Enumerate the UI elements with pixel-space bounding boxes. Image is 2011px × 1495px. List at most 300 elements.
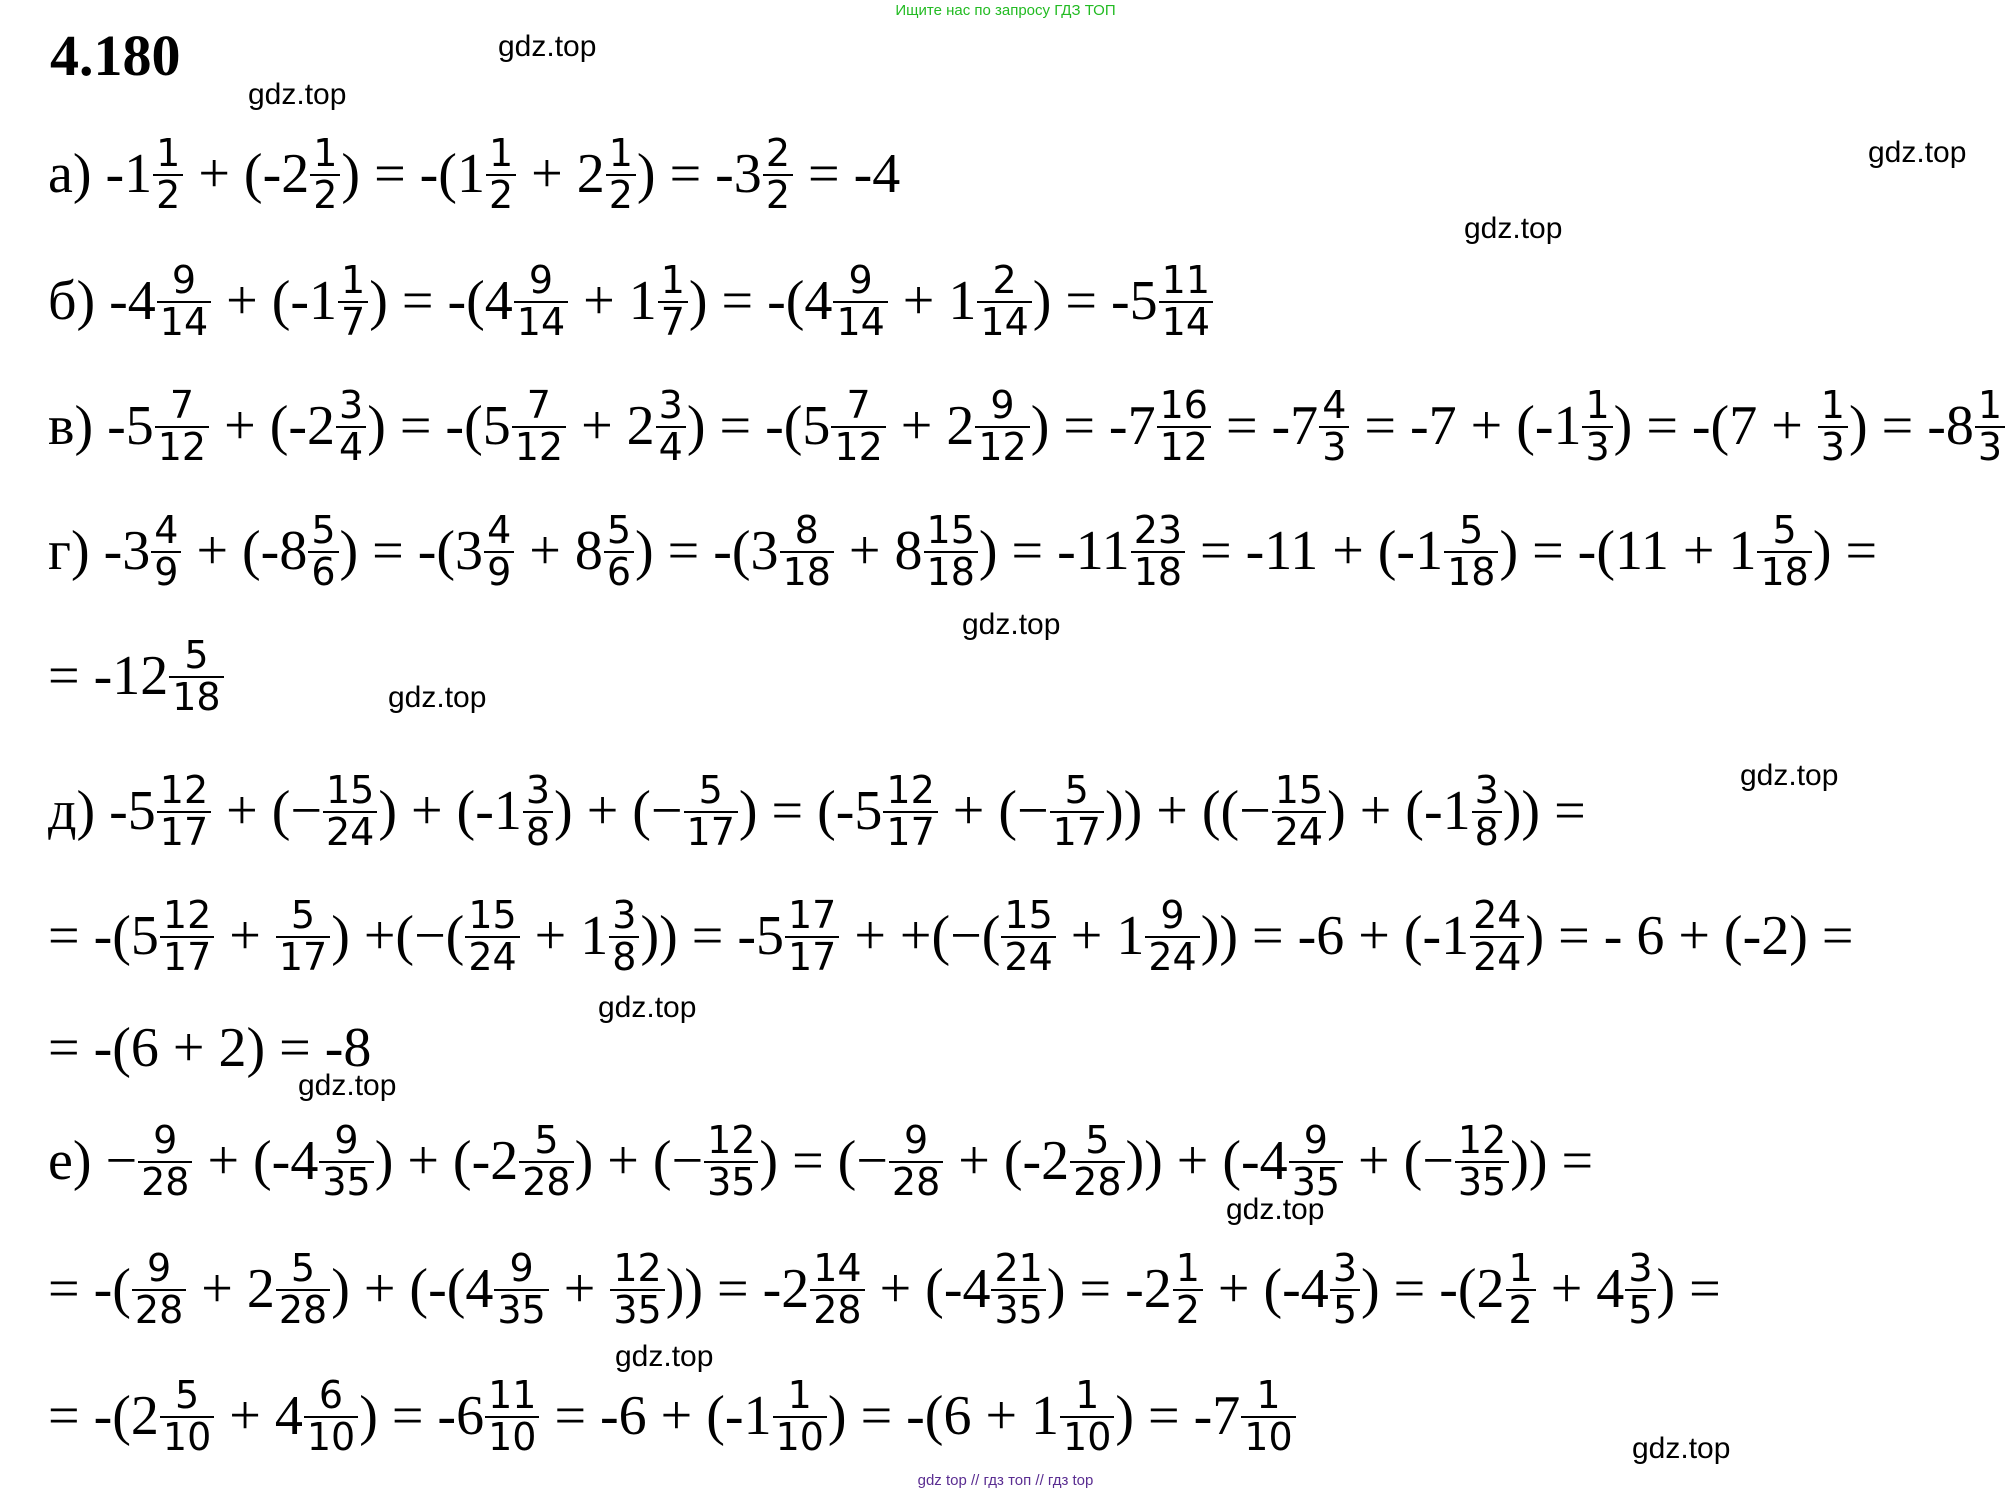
watermark: gdz.top	[598, 991, 697, 1024]
fraction-denominator: 4	[336, 426, 366, 468]
expression-text: ) = -(6 + 1	[827, 1384, 1060, 1447]
fraction-denominator: 24	[465, 936, 519, 978]
solution-line-d-step-2	[48, 893, 1854, 982]
fraction	[485, 1373, 539, 1459]
watermark: gdz.top	[615, 1340, 714, 1373]
expression-text: ) +(−(	[331, 904, 465, 967]
fraction	[780, 508, 834, 594]
fraction-denominator: 12	[1157, 426, 1211, 468]
fraction-numerator: 9	[528, 258, 554, 302]
fraction-denominator: 10	[160, 1416, 214, 1458]
fraction-numerator: 9	[153, 1118, 178, 1162]
fraction-denominator: 2	[1173, 1289, 1203, 1331]
expression-text: + 1	[520, 904, 609, 967]
expression-text: + (-4	[193, 1129, 319, 1192]
watermark: gdz.top	[1740, 759, 1839, 792]
fraction-denominator: 2	[763, 174, 793, 216]
fraction-numerator: 1	[156, 131, 181, 175]
solution-line-v	[48, 383, 2006, 472]
fraction-denominator: 9	[151, 551, 181, 593]
fraction-numerator: 11	[1161, 258, 1210, 302]
expression-text: = -(	[48, 1257, 131, 1320]
fraction-denominator: 9	[484, 551, 514, 593]
fraction-denominator: 17	[276, 936, 330, 978]
fraction	[519, 1118, 573, 1204]
fraction	[833, 258, 887, 344]
expression-text: в) -5	[48, 394, 154, 457]
fraction	[484, 508, 514, 594]
watermark: gdz.top	[388, 681, 487, 714]
expression-text: + 2	[886, 394, 975, 457]
expression-text: ) = -(5	[686, 394, 831, 457]
fraction-denominator: 28	[276, 1289, 330, 1331]
fraction-denominator: 18	[1757, 551, 1811, 593]
fraction-numerator: 5	[290, 893, 316, 937]
expression-text: = -(2	[48, 1384, 159, 1447]
fraction	[1173, 1246, 1203, 1332]
expression-text: ) = -5	[1032, 269, 1158, 332]
fraction	[763, 131, 793, 217]
expression-text: ) = -(2	[1361, 1257, 1505, 1320]
fraction-numerator: 16	[1159, 383, 1208, 427]
fraction	[465, 893, 519, 979]
fraction-numerator: 1	[1175, 1246, 1200, 1290]
fraction-denominator: 2	[486, 174, 516, 216]
expression-text: ) = -(4	[688, 269, 833, 332]
top-banner[interactable]: Ищите нас по запросу ГДЗ ТОП	[895, 2, 1116, 19]
expression-text: + (−	[1344, 1129, 1454, 1192]
fraction-numerator: 1	[787, 1373, 812, 1417]
fraction-numerator: 12	[886, 768, 935, 812]
expression-text: )) + (-4	[1125, 1129, 1288, 1192]
fraction	[1470, 893, 1524, 979]
watermark: gdz.top	[298, 1069, 397, 1102]
fraction	[658, 258, 688, 344]
watermark: gdz.top	[1226, 1193, 1325, 1226]
fraction	[132, 1246, 186, 1332]
solution-line-e-step-2	[48, 1246, 1721, 1335]
fraction	[1157, 383, 1211, 469]
expression-text: ) = -(5	[367, 394, 511, 457]
fraction-denominator: 17	[157, 811, 211, 853]
fraction-numerator: 12	[613, 1246, 662, 1290]
fraction-numerator: 12	[162, 893, 212, 937]
fraction	[991, 1246, 1045, 1332]
fraction-denominator: 4	[656, 426, 686, 468]
fraction-denominator: 18	[1131, 551, 1185, 593]
fraction-denominator: 28	[810, 1289, 864, 1331]
fraction-denominator: 12	[975, 426, 1029, 468]
fraction-denominator: 35	[704, 1161, 758, 1203]
fraction-numerator: 5	[1064, 768, 1089, 812]
fraction-denominator: 14	[514, 301, 568, 343]
fraction	[523, 768, 553, 854]
fraction	[310, 131, 340, 217]
fraction-denominator: 35	[610, 1289, 664, 1331]
fraction-denominator: 24	[1001, 936, 1055, 978]
fraction	[157, 768, 211, 854]
fraction	[883, 768, 937, 854]
fraction-denominator: 35	[1289, 1161, 1343, 1203]
expression-text: + 8	[515, 519, 603, 582]
fraction-denominator: 5	[1625, 1289, 1655, 1331]
fraction	[1319, 383, 1349, 469]
fraction-numerator: 3	[658, 383, 683, 427]
fraction-numerator: 3	[612, 893, 637, 937]
expression-text: +	[215, 904, 275, 967]
watermark: gdz.top	[248, 78, 347, 111]
watermark: gdz.top	[1868, 136, 1967, 169]
expression-text: ) =	[1656, 1257, 1721, 1320]
expression-text: ) + (−	[574, 1129, 704, 1192]
fraction-numerator: 1	[660, 258, 685, 302]
fraction-numerator: 9	[334, 1118, 359, 1162]
expression-text: ) = -(3	[339, 519, 484, 582]
expression-text: = -(6 + 2) = -8	[48, 1017, 372, 1079]
fraction-denominator: 12	[512, 426, 566, 468]
fraction	[1330, 1246, 1360, 1332]
expression-text: + 2	[187, 1257, 275, 1320]
expression-text: + (-1	[212, 269, 338, 332]
fraction	[304, 1373, 358, 1459]
fraction-denominator: 12	[831, 426, 885, 468]
fraction	[1241, 1373, 1295, 1459]
expression-text: )) = -6 + (-1	[1200, 904, 1470, 967]
fraction	[160, 1373, 214, 1459]
fraction-numerator: 5	[174, 1373, 200, 1417]
footer-links[interactable]: gdz top // гдз топ // гдз top	[917, 1472, 1094, 1489]
fraction-denominator: 24	[323, 811, 377, 853]
fraction-numerator: 23	[1133, 508, 1183, 552]
fraction-numerator: 1	[1820, 383, 1845, 427]
fraction-numerator: 1	[313, 131, 338, 175]
fraction-denominator: 17	[785, 936, 839, 978]
fraction-denominator: 8	[609, 936, 639, 978]
expression-text: )) = -5	[640, 904, 784, 967]
fraction-numerator: 5	[184, 633, 209, 677]
fraction-numerator: 15	[325, 768, 375, 812]
fraction-denominator: 35	[1455, 1161, 1509, 1203]
fraction-numerator: 9	[171, 258, 197, 302]
fraction	[308, 508, 338, 594]
fraction-numerator: 1	[488, 131, 514, 175]
expression-text: + (-8	[182, 519, 308, 582]
fraction-numerator: 1	[1508, 1246, 1533, 1290]
fraction	[977, 258, 1031, 344]
fraction-numerator: 5	[1085, 1118, 1110, 1162]
fraction	[512, 383, 566, 469]
expression-text: + 8	[834, 519, 923, 582]
fraction-numerator: 5	[534, 1118, 559, 1162]
fraction-denominator: 24	[1470, 936, 1524, 978]
fraction-denominator: 14	[157, 301, 211, 343]
expression-text: + 2	[567, 394, 655, 457]
fraction	[1070, 1118, 1124, 1204]
fraction	[924, 508, 978, 594]
fraction-denominator: 10	[1060, 1416, 1114, 1458]
fraction	[155, 383, 209, 469]
expression-text: ) = -7	[1115, 1384, 1241, 1447]
watermark: gdz.top	[498, 30, 597, 63]
fraction-denominator: 28	[138, 1161, 192, 1203]
solution-line-d-result	[48, 1017, 372, 1079]
fraction-numerator: 2	[765, 131, 790, 175]
watermark: gdz.top	[1464, 212, 1563, 245]
expression-text: + 4	[1536, 1257, 1625, 1320]
expression-text: ) = -3	[636, 142, 762, 205]
fraction-denominator: 18	[169, 676, 223, 718]
solution-line-d	[48, 768, 1586, 857]
fraction-denominator: 28	[519, 1161, 573, 1203]
fraction-numerator: 5	[311, 508, 336, 552]
fraction-numerator: 1	[341, 258, 366, 302]
expression-text: а) -1	[48, 142, 153, 205]
fraction-numerator: 1	[1075, 1373, 1100, 1417]
fraction	[276, 1246, 330, 1332]
fraction-denominator: 28	[1070, 1161, 1124, 1203]
fraction	[319, 1118, 373, 1204]
expression-text: = -11 + (-1	[1186, 519, 1444, 582]
fraction	[1818, 383, 1848, 469]
expression-text: ) = - 6 + (-2) =	[1525, 904, 1854, 967]
fraction-numerator: 9	[903, 1118, 929, 1162]
fraction-numerator: 8	[794, 508, 819, 552]
expression-text: ) + (-2	[374, 1129, 519, 1192]
expression-text: = -7	[1211, 394, 1319, 457]
fraction	[606, 131, 636, 217]
expression-text: д) -5	[48, 779, 156, 842]
fraction-denominator: 35	[991, 1289, 1045, 1331]
fraction-numerator: 4	[487, 508, 512, 552]
fraction-denominator: 35	[319, 1161, 373, 1203]
fraction	[604, 508, 634, 594]
fraction-numerator: 9	[848, 258, 873, 302]
expression-text: )) =	[1510, 1129, 1594, 1192]
fraction	[889, 1118, 943, 1204]
fraction-denominator: 3	[1319, 426, 1349, 468]
fraction-denominator: 28	[132, 1289, 186, 1331]
fraction	[160, 893, 214, 979]
fraction-denominator: 3	[1818, 426, 1848, 468]
fraction-numerator: 5	[698, 768, 723, 812]
expression-text: ) + (-1	[378, 779, 522, 842]
fraction-numerator: 15	[926, 508, 975, 552]
expression-text: )) =	[1502, 779, 1586, 842]
fraction-numerator: 24	[1473, 893, 1522, 937]
fraction	[151, 508, 181, 594]
fraction	[975, 383, 1029, 469]
fraction	[773, 1373, 827, 1459]
fraction-numerator: 1	[1977, 383, 2003, 427]
fraction-denominator: 35	[494, 1289, 548, 1331]
expression-text: + (-4	[1203, 1257, 1329, 1320]
fraction-numerator: 1	[1256, 1373, 1281, 1417]
expression-text: ) = -7	[1030, 394, 1156, 457]
expression-text: )) = -2	[665, 1257, 810, 1320]
fraction-denominator: 18	[1444, 551, 1498, 593]
expression-text: + (-2	[944, 1129, 1070, 1192]
problem-number: 4.180	[50, 23, 181, 88]
fraction	[336, 383, 366, 469]
fraction-denominator: 2	[310, 174, 340, 216]
expression-text: + 4	[215, 1384, 303, 1447]
fraction-numerator: 3	[339, 383, 364, 427]
fraction	[610, 1246, 664, 1332]
expression-text: + (−	[938, 779, 1049, 842]
fraction-numerator: 11	[488, 1373, 537, 1417]
fraction	[810, 1246, 864, 1332]
fraction-numerator: 12	[159, 768, 209, 812]
fraction-numerator: 5	[1459, 508, 1484, 552]
fraction-denominator: 24	[1272, 811, 1326, 853]
expression-text: + 1	[888, 269, 977, 332]
fraction	[157, 258, 211, 344]
fraction-numerator: 9	[1303, 1118, 1328, 1162]
fraction-numerator: 15	[468, 893, 517, 937]
fraction	[138, 1118, 192, 1204]
expression-text: + 1	[569, 269, 657, 332]
fraction-numerator: 6	[318, 1373, 344, 1417]
expression-text: ) = (-5	[738, 779, 883, 842]
fraction-denominator: 18	[924, 551, 978, 593]
fraction-numerator: 5	[1772, 508, 1797, 552]
fraction-denominator: 6	[308, 551, 338, 593]
fraction-denominator: 7	[658, 301, 688, 343]
fraction-denominator: 8	[523, 811, 553, 853]
fraction-denominator: 24	[1145, 936, 1199, 978]
fraction	[1272, 768, 1326, 854]
fraction-numerator: 1	[1585, 383, 1610, 427]
fraction-denominator: 28	[889, 1161, 943, 1203]
fraction-numerator: 9	[509, 1246, 534, 1290]
expression-text: е) −	[48, 1129, 138, 1192]
fraction-denominator: 14	[833, 301, 887, 343]
fraction-numerator: 3	[1332, 1246, 1357, 1290]
fraction-denominator: 14	[1159, 301, 1213, 343]
expression-text: ) = -6	[359, 1384, 485, 1447]
fraction-numerator: 7	[169, 383, 195, 427]
fraction	[338, 258, 368, 344]
fraction-denominator: 2	[153, 174, 183, 216]
fraction-numerator: 15	[1004, 893, 1053, 937]
fraction-denominator: 10	[773, 1416, 827, 1458]
fraction-denominator: 17	[160, 936, 214, 978]
solution-line-g-continued	[48, 633, 225, 722]
expression-text: = -(5	[48, 904, 159, 967]
fraction	[1625, 1246, 1655, 1332]
fraction-numerator: 17	[787, 893, 837, 937]
fraction-denominator: 12	[155, 426, 209, 468]
fraction-denominator: 5	[1330, 1289, 1360, 1331]
fraction	[153, 131, 183, 217]
fraction-numerator: 21	[994, 1246, 1043, 1290]
fraction-numerator: 2	[992, 258, 1017, 302]
fraction-denominator: 10	[1241, 1416, 1295, 1458]
expression-text: ) = -(11 + 1	[1499, 519, 1757, 582]
expression-text: = -6 + (-1	[540, 1384, 772, 1447]
fraction-numerator: 9	[990, 383, 1015, 427]
expression-text: + 2	[517, 142, 605, 205]
fraction	[1289, 1118, 1343, 1204]
fraction-numerator: 7	[846, 383, 871, 427]
fraction-denominator: 8	[1472, 811, 1502, 853]
solution-line-g	[48, 508, 1878, 597]
fraction-numerator: 3	[1628, 1246, 1653, 1290]
expression-text: + 1	[1056, 904, 1145, 967]
fraction-numerator: 3	[1474, 768, 1499, 812]
expression-text: ) + (-(4	[331, 1257, 494, 1320]
fraction-denominator: 17	[1050, 811, 1104, 853]
fraction-numerator: 15	[1274, 768, 1324, 812]
fraction-numerator: 3	[525, 768, 551, 812]
expression-text: + (-2	[184, 142, 310, 205]
fraction-denominator: 3	[1975, 426, 2005, 468]
fraction	[1060, 1373, 1114, 1459]
fraction-numerator: 4	[154, 508, 179, 552]
expression-text: + (−	[212, 779, 322, 842]
fraction-numerator: 5	[606, 508, 632, 552]
fraction-numerator: 5	[290, 1246, 316, 1290]
fraction	[656, 383, 686, 469]
fraction	[1455, 1118, 1509, 1204]
expression-text: ) = -(4	[369, 269, 513, 332]
fraction	[1131, 508, 1185, 594]
expression-text: +	[549, 1257, 610, 1320]
expression-text: + +(−(	[840, 904, 1001, 967]
solution-line-a	[48, 131, 901, 220]
solution-line-e-step-3	[48, 1373, 1297, 1462]
fraction	[1582, 383, 1612, 469]
fraction-denominator: 14	[977, 301, 1031, 343]
fraction-denominator: 17	[883, 811, 937, 853]
expression-text: = -7 + (-1	[1350, 394, 1582, 457]
expression-text: ) = (−	[759, 1129, 888, 1192]
fraction-denominator: 6	[604, 551, 634, 593]
fraction	[609, 893, 639, 979]
fraction	[1757, 508, 1811, 594]
expression-text: ) = -2	[1046, 1257, 1172, 1320]
expression-text: ) =	[1812, 519, 1878, 582]
expression-text: ) = -(3	[635, 519, 779, 582]
fraction	[1050, 768, 1104, 854]
fraction	[684, 768, 738, 854]
fraction	[785, 893, 839, 979]
fraction	[514, 258, 568, 344]
solution-line-b	[48, 258, 1214, 347]
fraction-numerator: 9	[146, 1246, 172, 1290]
fraction	[1975, 383, 2005, 469]
fraction	[1472, 768, 1502, 854]
fraction	[704, 1118, 758, 1204]
expression-text: ) = -8	[1848, 394, 1974, 457]
expression-text: + (-2	[210, 394, 335, 457]
fraction-denominator: 10	[304, 1416, 358, 1458]
fraction-numerator: 14	[813, 1246, 862, 1290]
fraction-denominator: 18	[780, 551, 834, 593]
fraction	[1145, 893, 1199, 979]
expression-text: = -4	[794, 142, 901, 205]
fraction-numerator: 4	[1322, 383, 1347, 427]
fraction-numerator: 1	[608, 131, 633, 175]
fraction-denominator: 2	[606, 174, 636, 216]
watermark: gdz.top	[962, 608, 1061, 641]
fraction-numerator: 12	[1457, 1118, 1507, 1162]
fraction-denominator: 17	[684, 811, 738, 853]
fraction	[276, 893, 330, 979]
expression-text: + (-4	[865, 1257, 991, 1320]
fraction	[169, 633, 223, 719]
expression-text: ) + (−	[554, 779, 683, 842]
